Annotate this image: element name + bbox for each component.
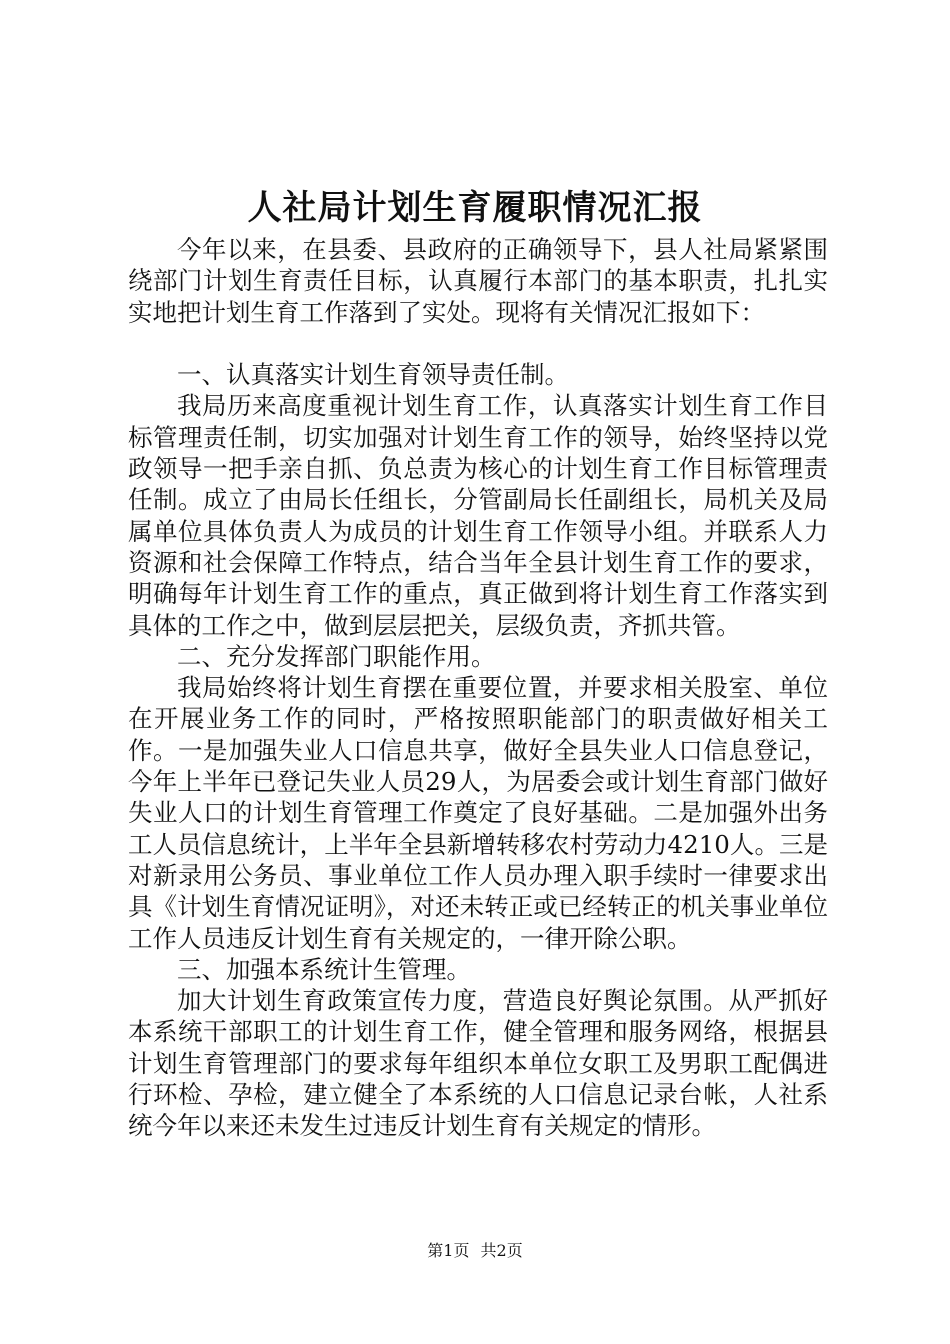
page-footer: [0, 1241, 950, 1261]
section-2-heading: 二、充分发挥部门职能作用。: [177, 641, 496, 671]
section-1-heading: 一、认真落实计划生育领导责任制。: [177, 360, 569, 390]
page-total: 共2页: [480, 1241, 523, 1260]
document-title: 人社局计划生育履职情况汇报: [247, 188, 703, 228]
section-3-heading: 三、加强本系统计生管理。: [177, 954, 471, 984]
section-1-body: 我局历来高度重视计划生育工作，认真落实计划生育工作目标管理责任制，切实加强对计划生育工作的领导，始终坚持以党政领导一把手亲自抓、负总责为核心的计划生育工作目标管理责任制。成立了由局长任组长，分管副局长任副组长，局机关及局属单位具体负责人为成员的计划生育工作领导小组。并联系人力资源和社会保障工作特点，结合当年全县计划生育工作的要求，明确每年计划生育工作的重点，真正做到将计划生育工作落实到具体的工作之中，做到层层把关，层级负责，齐抓共管。: [128, 391, 828, 640]
intro-paragraph: 今年以来，在县委、县政府的正确领导下，县人社局紧紧围绕部门计划生育责任目标，认真履行本部门的基本职责，扎扎实实地把计划生育工作落到了实处。现将有关情况汇报如下：: [128, 235, 828, 327]
page-number: 第1页: [427, 1241, 470, 1260]
section-3-body: 加大计划生育政策宣传力度，营造良好舆论氛围。从严抓好本系统干部职工的计划生育工作，健全管理和服务网络，根据县计划生育管理部门的要求每年组织本单位女职工及男职工配偶进行环检、孕检，建立健全了本系统的人口信息记录台帐，人社系统今年以来还未发生过违反计划生育有关规定的情形。: [128, 986, 828, 1141]
document-body: [128, 234, 828, 1142]
section-2-body: 我局始终将计划生育摆在重要位置，并要求相关股室、单位在开展业务工作的同时，严格按照职能部门的职责做好相关工作。一是加强失业人口信息共享，做好全县失业人口信息登记，今年上半年已登记失业人员29人，为居委会或计划生育部门做好失业人口的计划生育管理工作奠定了良好基础。二是加强外出务工人员信息统计，上半年全县新增转移农村劳动力4210人。三是对新录用公务员、事业单位工作人员办理入职手续时一律要求出具《计划生育情况证明》，对还未转正或已经转正的机关事业单位工作人员违反计划生育有关规定的，一律开除公职。: [128, 673, 828, 953]
